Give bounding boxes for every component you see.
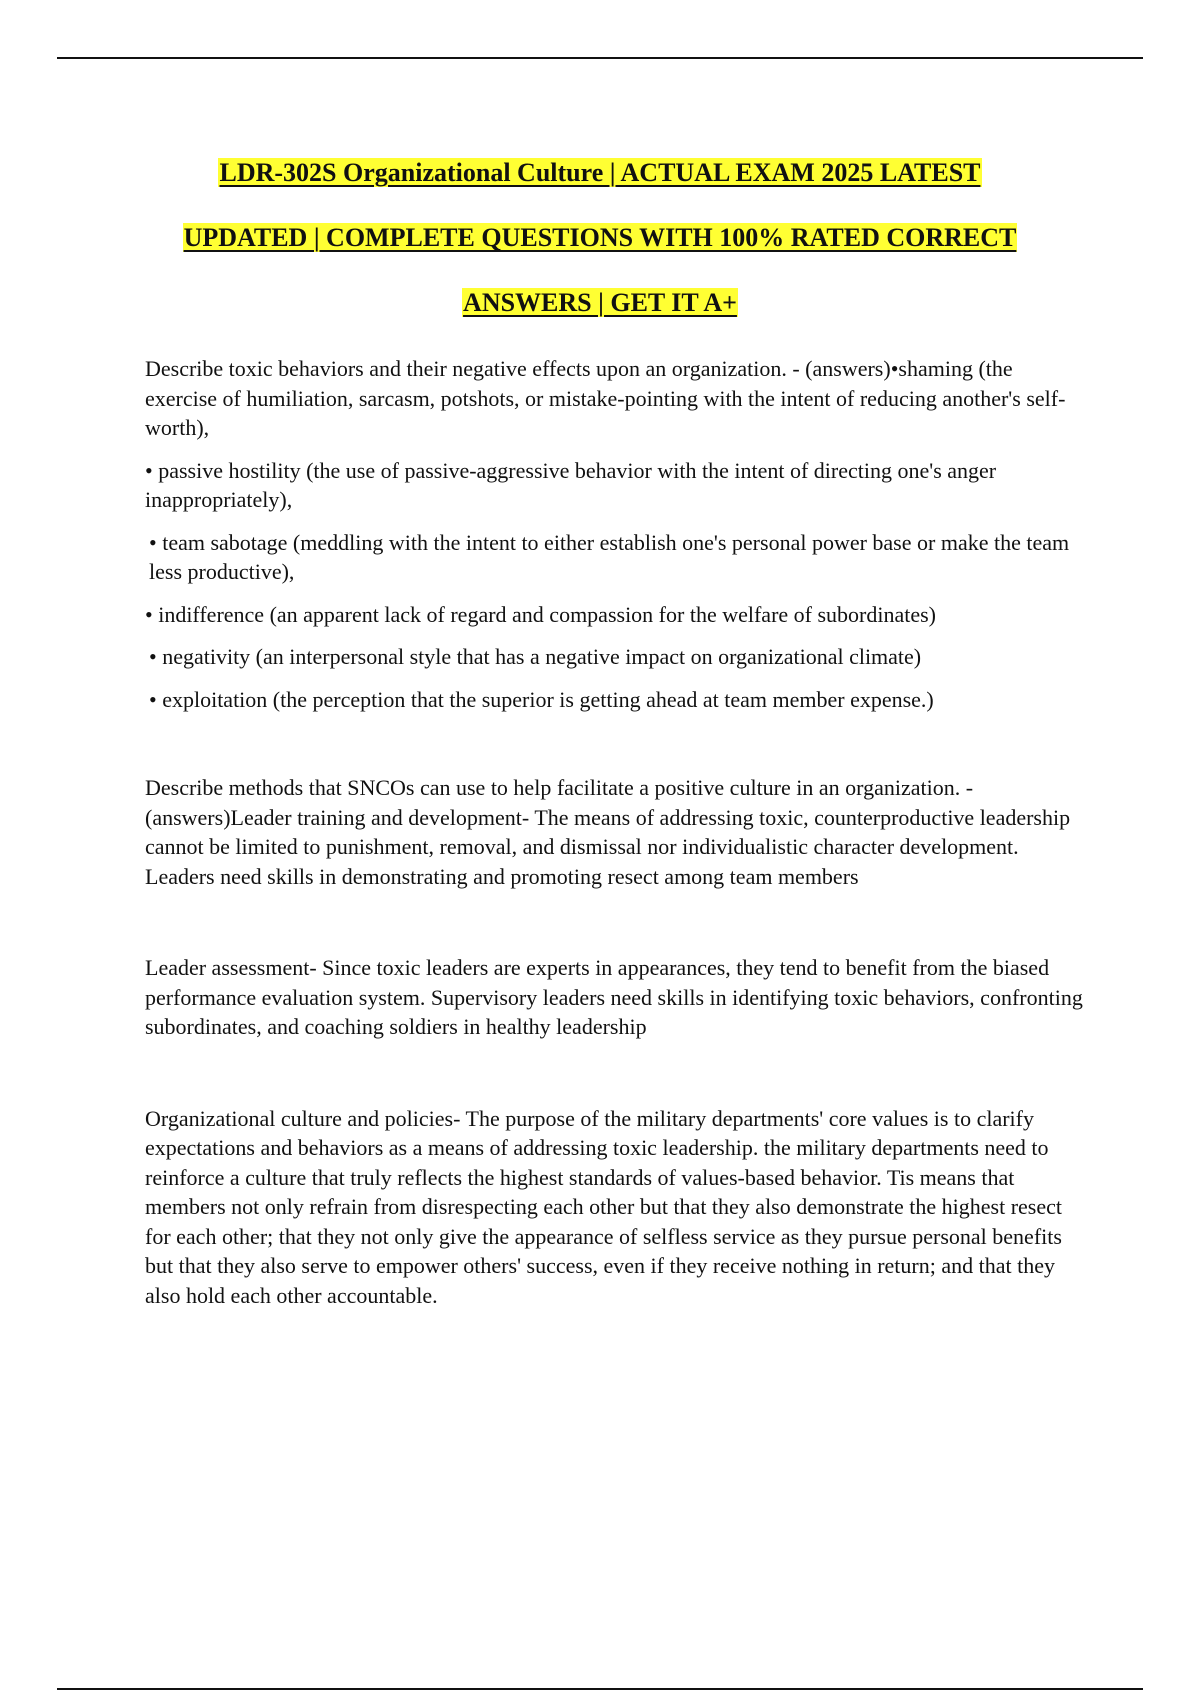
document-title — [120, 140, 1080, 335]
bottom-rule — [57, 1688, 1143, 1690]
title-line-2-text: UPDATED | COMPLETE QUESTIONS WITH 100% RATED CORRECT — [183, 223, 1017, 252]
question-1-intro: Describe toxic behaviors and their negative effects upon an organization. - (answers)•shaming (the exercise of humiliation, sarcasm, potshots, or mistake-pointing with the intent of reducing another's self-worth), — [145, 356, 1066, 440]
question-1-bullet-exploitation: • exploitation (the perception that the superior is getting ahead at team member expense.) — [149, 686, 934, 712]
question-2-organizational-culture: Organizational culture and policies- The purpose of the military departments' core values is to clarify expectations and behaviors as a means of addressing toxic leadership. the military departments need to reinforce a culture that truly reflects the highest standards of values-based behavior. Tis means that members not only refrain from disrespecting each other but that they also demonstrate the highest resect for each other; that they not only give the appearance of selfless service as they pursue personal benefits but that they also serve to empower others' success, even if they receive nothing in return; and that they also hold each other accountable. — [145, 1105, 1062, 1308]
title-line-3-text: ANSWERS | GET IT A+ — [463, 288, 737, 317]
title-line-1-text: LDR-302S Organizational Culture | ACTUAL EXAM 2025 LATEST — [219, 158, 981, 187]
question-1-bullet-negativity: • negativity (an interpersonal style that has a negative impact on organizational climate) — [149, 644, 922, 669]
question-1-bullet-indifference: • indifference (an apparent lack of regard and compassion for the welfare of subordinates) — [145, 601, 937, 627]
question-1-bullet-team-sabotage: • team sabotage (meddling with the intent to either establish one's personal power base or make the team less productive), — [149, 529, 1070, 584]
question-2-leader-assessment: Leader assessment- Since toxic leaders are experts in appearances, they tend to benefit from the biased performance evaluation system. Supervisory leaders need skills in identifying toxic behaviors, confronting subordinates, and coaching soldiers in healthy leadership — [145, 955, 1083, 1039]
question-2-intro: Describe methods that SNCOs can use to help facilitate a positive culture in an organization. - (answers)Leader training and development- The means of addressing toxic, counterproductive leadership cannot be limited to punishment, removal, and dismissal nor individualistic character development. Leaders need skills in demonstrating and promoting resect among team members — [145, 775, 1071, 889]
question-1-bullet-passive-hostility: • passive hostility (the use of passive-aggressive behavior with the intent of directing one's anger inappropriately), — [145, 457, 997, 512]
title-line-2 — [120, 205, 1080, 270]
top-rule — [57, 57, 1143, 59]
title-line-1 — [120, 140, 1080, 205]
title-line-3 — [120, 270, 1080, 335]
document-body — [145, 354, 1085, 1310]
